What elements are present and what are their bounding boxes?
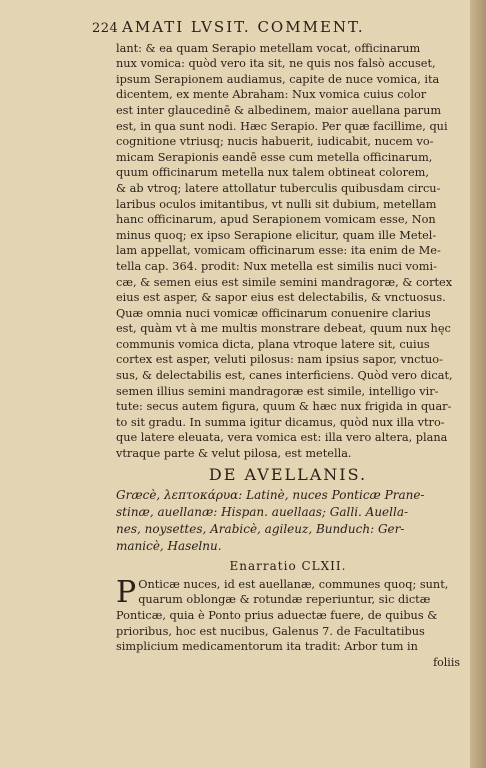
body-line: lam appellat, vomicam officinarum esse: ita enim de Me- — [116, 244, 441, 258]
body-line: tella cap. 364. prodit: Nux metella est similis nuci vomi- — [116, 259, 437, 273]
body-line: minus quoq; ex ipso Serapione elicitur, quam ille Metel- — [116, 228, 437, 242]
names-line: stinæ, auellanæ: Hispan. auellaas; Galli. Auella- — [116, 505, 409, 520]
page-number: 224 — [92, 21, 119, 36]
body-line: que latere eleuata, vera vomica est: illa vero altera, plana — [116, 431, 448, 445]
body-line: eius est asper, & sapor eius est delectabilis, & vnctuosus. — [116, 291, 446, 305]
body-line: to sit gradu. In summa igitur dicamus, quòd nux illa vtro- — [116, 415, 445, 429]
enarratio-paragraph — [116, 574, 460, 655]
body-line: hanc officinarum, apud Serapionem vomicam esse, Non — [116, 213, 436, 227]
body-line: est inter glaucedinē & albedinem, maior auellana parum — [116, 103, 442, 117]
para-line: Ponticæ, quia è Ponto prius aduectæ fuere, de quibus & — [116, 609, 438, 622]
drop-cap: P — [116, 574, 137, 610]
body-paragraph — [116, 41, 460, 462]
catchword: foliis — [433, 655, 460, 669]
body-line: tute: secus autem figura, quum & hæc nux frigida in quar- — [116, 400, 452, 414]
enarratio-subheading: Enarratio CLXII. — [229, 559, 347, 574]
body-line: cortex est asper, veluti pilosus: nam ipsius sapor, vnctuo- — [116, 353, 443, 367]
body-line: vtraque parte & velut pilosa, est metella. — [116, 447, 352, 461]
body-line: est, in qua sunt nodi. Hæc Serapio. Per quæ facillime, qui — [116, 119, 448, 133]
running-head — [92, 20, 460, 37]
para-line: quarum oblongæ & rotundæ reperiuntur, sic dictæ — [138, 593, 431, 607]
body-line: nux vomica: quòd vero ita sit, ne quis nos falsò accuset, — [116, 57, 436, 71]
plant-names — [116, 487, 460, 555]
section-heading: DE AVELLANIS. — [208, 464, 368, 484]
para-line: simplicium medicamentorum ita tradit: Arbor tum in — [116, 640, 418, 654]
body-line: est, quàm vt à me multis monstrare debeat, quum nux hęc — [116, 322, 451, 336]
body-line: dicentem, ex mente Abraham: Nux vomica cuius color — [116, 88, 427, 102]
body-line: laribus oculos imitantibus, vt nulli sit dubium, metellam — [116, 197, 437, 211]
text-block — [92, 18, 460, 670]
names-line: manicè, Haselnu. — [116, 539, 222, 554]
body-line: cæ, & semen eius est simile semini mandragoræ, & cortex — [116, 275, 453, 289]
body-line: micam Serapionis eandē esse cum metella officinarum, — [116, 150, 433, 164]
running-title: AMATI LVSIT. COMMENT. — [122, 18, 365, 36]
page-edge-shadow — [470, 0, 486, 768]
body-line: sus, & delectabilis est, canes interficiens. Quòd vero dicat, — [116, 369, 453, 383]
body-line: & ab vtroq; latere attollatur tuberculis quibusdam circu- — [116, 181, 441, 195]
body-line: semen illius semini mandragoræ est simile, intelligo vir- — [116, 384, 439, 398]
body-line: ipsum Serapionem audiamus, capite de nuce vomica, ita — [116, 72, 440, 86]
body-line: lant: & ea quam Serapio metellam vocat, officinarum — [116, 41, 421, 55]
para-line: prioribus, hoc est nucibus, Galenus 7. de Facultatibus — [116, 624, 425, 638]
names-line: Græcè, λεπτοκάρυα: Latinè, nuces Ponticæ Prane- — [116, 488, 425, 503]
names-line: nes, noysettes, Arabicè, agileuz, Bunduch: Ger- — [116, 522, 405, 537]
body-line: quum officinarum metella nux talem obtineat colorem, — [116, 166, 429, 180]
body-line: communis vomica dicta, plana vtroque latere sit, cuius — [116, 337, 430, 351]
body-line: Quæ omnia nuci vomicæ officinarum conuenire clarius — [116, 306, 431, 320]
body-line: cognitione vtriusq; nucis habuerit, iudicabit, nucem vo- — [116, 135, 434, 149]
para-line: Onticæ nuces, id est auellanæ, communes quoq; sunt, — [138, 577, 449, 591]
